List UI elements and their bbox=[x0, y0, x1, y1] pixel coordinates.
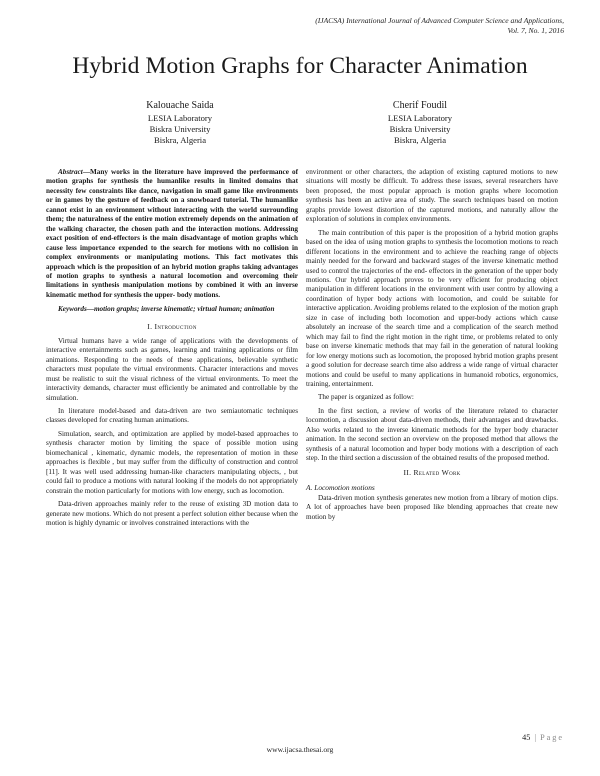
abstract-text: —Many works in the literature have improved the performance of motion graphs for synthesis the humanlike results in limited domains that necessity few constraints like dance, navigation in small game like environments or in games by the gesture of feedback on a snowboard tutorial. The humanlike cannot exist in an environment without interacting with the world surrounding them; the naturalness of the entire motion extremely depends on the animation of the walking character, the chosen path and the interaction motions. Addressing exact position of end-effectors is the main disadvantage of motion graphs which cause less importance expended to the search for motions with no collision in complex environments or manipulating motions. This fact motivates this approach which is the proposition of an hybrid motion graphs taking advantages of motion graphs to synthesis a natural locomotion and overcoming their limitations in synthesis manipulation motions by combined it with an inverse kinematic method for synthesis the upper- body motions. bbox=[46, 168, 298, 299]
paragraph: Virtual humans have a wide range of applications with the developments of interactive entertainments such as games, learning and training applications or film animations. Responding to the needs of these applications, believable synthetic characters must populate the virtual environments. Character interactions and moves must be realistic to suit the visual richness of the virtual environments. To meet the interactivity demands, character must efficiently be animated and controllable by the simulation. bbox=[46, 336, 298, 402]
left-column bbox=[46, 168, 298, 532]
paragraph: The main contribution of this paper is the proposition of a hybrid motion graphs based on the idea of using motion graphs to synthesis the locomotion motions to reach different locations in the environment and to achieve the reaching range of objects mainly needed for the forward and backward stages of the inverse kinematic method used to control the trajectories of the end- effectors in the generation of the upper body motions. Our hybrid approach proves to be very efficient for producing object manipulation in different locations in the environment with user contro by allowing a coordination of hyper body actions with locomotion, and could be suitable for interactive application. Avoiding problems related to the explosion of the motion graph size in case of including both locomotion and upper-body actions which cause absolutely an increase of the search time and a complication of the search method which may fail to find the right motion in the right time, or problems related to only base on inverse kinematic methods that may fail in the generation of natural looking for low energy motions such as locomotion, the proposed hybrid motion graphs present a good solution for decrease search time also address a wide range of virtual character motions and could be useful to many applications in humanoid robotics, ergonomics, training, entertainment. bbox=[306, 228, 558, 388]
author-block-2 bbox=[320, 99, 520, 146]
journal-name: (IJACSA) International Journal of Advanced Computer Science and Applications, bbox=[315, 16, 564, 25]
paragraph: The paper is organized as follow: bbox=[318, 393, 414, 402]
paragraph: In the first section, a review of works of the literature related to character locomotion, a discussion about data-driven methods, their advantages and drawbacks. Also works related to the inverse kinematic methods for the hyper body character animation. In the second section an overview on the proposed method that allows the synthesis of a natural locomotion and hyper body motions with a description of each step. In the third section a discussion of the obtained results of the proposed method. bbox=[306, 406, 558, 463]
paragraph: Simulation, search, and optimization are applied by model-based approaches to synthesis character motion by limiting the space of possible motion using biomechanical , kinematic, dynamic models, the representation of motion in these approaches is flexible , but may suffer from the difficulty of construction and control [11]. It was well used addressing human-like characters manipulating objects, , but could fail to produce a motions with natural looking if the models do not appropriately constrain the motion particularly for motions with low energy, such as locomotion. bbox=[46, 429, 298, 495]
paragraph: In literature model-based and data-driven are two semiautomatic techniques classes developed for creating human animations. bbox=[46, 406, 298, 425]
section-heading-related-work: II. Related Work bbox=[403, 467, 461, 477]
paragraph: Data-driven motion synthesis generates new motion from a library of motion clips. A lot of approaches have been proposed like blending approaches that create new motion by bbox=[306, 493, 558, 521]
author-name: Kalouache Saida bbox=[146, 100, 214, 111]
author-name: Cherif Foudil bbox=[392, 100, 448, 111]
abstract bbox=[46, 168, 298, 300]
page-number bbox=[516, 733, 564, 743]
page-number-value: 45 bbox=[522, 733, 531, 742]
author-university: Biskra University bbox=[389, 124, 451, 134]
journal-header bbox=[164, 16, 564, 36]
section-heading-introduction: I. Introduction bbox=[147, 321, 197, 331]
paper-title: Hybrid Motion Graphs for Character Animation bbox=[72, 53, 528, 79]
abstract-lead: Abstract bbox=[58, 168, 83, 176]
keywords: Keywords—motion graphs; inverse kinematic; virtual human; animation bbox=[58, 305, 275, 314]
journal-volume: Vol. 7, No. 1, 2016 bbox=[507, 26, 564, 35]
right-column bbox=[306, 168, 558, 526]
author-block-1 bbox=[80, 99, 280, 146]
subsection-heading-locomotion: A. Locomotion motions bbox=[306, 482, 375, 492]
paragraph: environment or other characters, the adaption of existing captured motions to new situations will mostly be difficult. To address these issues, several researchers have been proposed, the most popular approach is motion graphs where locomotion synthesis has been an active area of study. The search techniques based on motion graphs provide lowest distortion of the captured motions, and naturally allow the exploration of solutions in complex environments. bbox=[306, 168, 558, 224]
author-lab: LESIA Laboratory bbox=[147, 113, 213, 123]
page-separator: | bbox=[534, 733, 537, 742]
page-label: Page bbox=[540, 733, 564, 742]
paragraph: Data-driven approaches mainly refer to the reuse of existing 3D motion data to generate new motions. Which do not present a perfect solution either because when the motion is highly dynamic or involves constrained interactions with the bbox=[46, 500, 298, 527]
author-lab: LESIA Laboratory bbox=[387, 113, 453, 123]
author-location: Biskra, Algeria bbox=[393, 135, 447, 145]
author-location: Biskra, Algeria bbox=[153, 135, 207, 145]
footer-url: www.ijacsa.thesai.org bbox=[266, 745, 334, 754]
author-university: Biskra University bbox=[149, 124, 211, 134]
